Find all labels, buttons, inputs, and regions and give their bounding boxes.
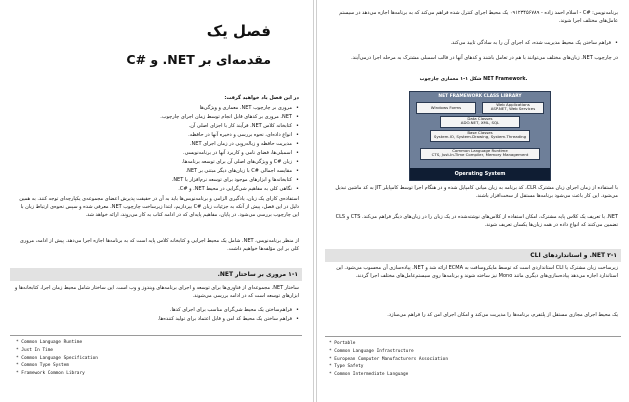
- section-bullets: [14, 307, 299, 325]
- objective-item: • NET. مروری بر کدهای قابل انجام توسط زمان اجرای چارچوب.: [14, 114, 299, 122]
- section-heading-right: ۲-۱ NET. و استانداردهای CLI: [530, 252, 617, 259]
- base-classes-box: [430, 130, 530, 142]
- footnote-item: * European Computer Manufacturers Association: [329, 356, 614, 364]
- top-paragraph-2: در چارچوب NET. زبان‌های مختلف می‌توانند با هم در تعامل باشند و کدهای آنها در قالب اسمبلی مشترک به مرحله اجرا درمی‌آیند.: [351, 55, 618, 61]
- section-paragraph-right-2: یک محیط اجرای مجازی مستقل از پلتفرم، برنامه‌ها را مدیریت می‌کند و امکان اجرای امن کد را فراهم می‌سازد.: [387, 312, 618, 318]
- objectives-list: [14, 105, 299, 195]
- footnote-item: * Common Language Specification: [16, 355, 296, 363]
- section-heading: ۱-۱ مروری بر ساختار NET.: [217, 271, 298, 278]
- section-paragraph: ساختار NET. مجموعه‌ای از فناوری‌ها برای توسعه و اجرای برنامه‌های ویندوز و وب است. این ساختار شامل محیط زمان اجرا، کتابخانه‌ها و ابزارهای توسعه است که در ادامه بررسی می‌شوند.: [14, 285, 299, 299]
- top-bullet: • فراهم ساختن یک محیط مدیریت شده، که اجرای آن را به سادگی تایید می‌کند.: [328, 40, 618, 48]
- footnote-divider-right: [325, 336, 621, 337]
- objective-item: • کتابخانه‌ها و ابزارهای موجود برای توسعه نرم‌افزار با NET.: [14, 177, 299, 185]
- footnote-item: * Type Safety: [329, 363, 614, 371]
- web-apps-sub: ASP.NET, Web Services: [490, 106, 536, 112]
- footnote-item: * Just In Time: [16, 347, 296, 355]
- footnote-divider: [10, 335, 302, 336]
- section-heading-band: [10, 268, 302, 281]
- web-apps-label: Web Applications: [496, 102, 530, 107]
- intro-heading: در این فصل یاد خواهید گرفت:: [224, 95, 299, 101]
- paragraph-2: NET. با تعریف یک کلاس پایه مشترک، امکان استفاده از کلاس‌های نوشته‌شده در یک زبان را در زبان‌های دیگر فراهم می‌کند. CTS و CLS تضمین می‌کنند که انواع داده در همه زبان‌ها یکسان تعریف شوند.: [335, 214, 618, 228]
- data-classes-box: [440, 116, 520, 128]
- web-apps-box: [482, 102, 544, 114]
- framework-diagram: [409, 91, 551, 181]
- base-classes-sub: System.IO, System.Drawing, System.Threading: [433, 134, 527, 140]
- objective-item: • مروری بر چارچوب NET. معماری و ویژگی‌ها: [14, 105, 299, 113]
- objective-item: • اسمبلی‌ها، فضای نامی و کاربرد آنها در برنامه‌نویسی.: [14, 150, 299, 158]
- footnote-item: * Portable: [329, 340, 614, 348]
- data-classes-sub: ADO.NET, XML, SQL: [460, 120, 500, 126]
- footnote-item: * Common Language Infrastructure: [329, 348, 614, 356]
- operating-system-bar: Operating System: [410, 168, 550, 180]
- base-classes-label: Base Classes: [467, 130, 493, 135]
- clr-label: Common Language Runtime: [452, 148, 508, 153]
- footnote-item: * Common Type System: [16, 362, 296, 370]
- windows-forms-label: Windows Forms: [430, 105, 462, 110]
- closing-paragraph: از منظر برنامه‌نویس، NET. شامل یک محیط اجرایی و کتابخانه کلاس پایه است که به برنامه‌ها اجازه اجرا می‌دهد. پیش از ادامه، مروری کلی بر این مؤلفه‌ها خواهیم داشت.: [19, 238, 299, 252]
- top-paragraph: برنامه‌نویس: #C - اسلام احمد زاده - ۰۹۱۲۳۴۵۶۷۸۹ یک محیط اجرای کنترل شده فراهم می‌کند که به برنامه‌ها اجازه می‌دهد در سیستم عامل‌های مختلف اجرا شوند.: [339, 10, 618, 24]
- footnote-item: * Common Language Runtime: [16, 339, 296, 347]
- clr-sub: CTS, Just-In-Time Compiler, Memory Management: [431, 152, 529, 158]
- footnotes: [16, 339, 296, 378]
- footnotes-right: [329, 340, 614, 379]
- left-page: [0, 0, 314, 402]
- section-bullet: • فراهم ساختن یک محیط کد امن و قابل اعتماد برای تولید کننده‌ها.: [14, 316, 299, 324]
- chapter-subtitle: مقدمه‌ای بر NET. و #C: [126, 52, 271, 67]
- footnote-item: * Common Intermediate Language: [329, 371, 614, 379]
- section-heading-band-right: [325, 249, 621, 262]
- paragraph-after-figure: با استفاده از زمان اجرای زبان مشترک CLR، کد برنامه به زبان میانی کامپایل شده و در هنگام اجرا توسط کامپایلر JIT به کد ماشین تبدیل می‌شود. این کار باعث می‌شود برنامه‌ها مستقل از سخت‌افزار باشند.: [335, 185, 618, 199]
- section-paragraph-right: زیرساخت زبان مشترک یا CLI استانداردی است که توسط مایکروسافت به ECMA ارائه شد و NET. پیاده‌سازی آن محسوب می‌شود. این استاندارد اجازه می‌دهد پیاده‌سازی‌های دیگری مانند Mono نیز ساخته شوند و برنامه‌ها روی سیستم‌عامل‌های مختلف اجرا گردند.: [336, 265, 618, 279]
- right-page: [316, 0, 629, 402]
- chapter-title: فصل یک: [206, 22, 271, 40]
- data-classes-label: Data Classes: [467, 116, 493, 121]
- objective-item: • نگاهی کلی به مفاهیم شی‌گرایی در محیط NET. و #C.: [14, 186, 299, 194]
- objective-item: • انواع داده‌ای، نحوه بررسی و ذخیره آنها در حافظه.: [14, 132, 299, 140]
- objective-item: • مدیریت حافظه و زباله‌روبی در زمان اجرای NET.: [14, 141, 299, 149]
- footnote-item: * Framework Common Library: [16, 370, 296, 378]
- clr-box: [420, 148, 540, 160]
- diagram-title: NET FRAMEWORK CLASS LIBRARY: [438, 94, 522, 99]
- objective-item: • کتابخانه کلاس NET. فرآیند کار با اجزای اصلی آن.: [14, 123, 299, 131]
- objective-item: • مقایسه اجمالی #C با زبان‌های دیگر مبتنی بر NET.: [14, 168, 299, 176]
- figure-caption: شکل ۱-۱ معماری چارچوب NET Framework.: [419, 77, 528, 82]
- windows-forms-box: [416, 102, 476, 114]
- objective-item: • زبان #C و ویژگی‌های اصلی آن برای توسعه برنامه‌ها.: [14, 159, 299, 167]
- section-bullet: • فراهم‌ساختن یک محیط شی‌گرای مناسب برای اجرای کدها.: [14, 307, 299, 315]
- body-paragraph: استفاده‌ی کارای یک زبان، یادگیری الزامی و برنامه‌نویس‌ها باید به آن در حقیقت پذیرش اعضای مجموعه‌ی یکپارچه‌ای توجه کنند. به همین دلیل در این فصل، پیش از آنکه به جزئیات زبان #C بپردازیم، ابتدا زیرساخت چارچوب NET. معرفی شده و سپس نحوه‌ی ارتباط زبان با این چارچوب بررسی می‌شود. در پایان، مفاهیم پایه‌ای که در ادامه کتاب به کار می‌روند، ارائه خواهد شد.: [19, 196, 299, 218]
- top-bullets: [328, 40, 618, 49]
